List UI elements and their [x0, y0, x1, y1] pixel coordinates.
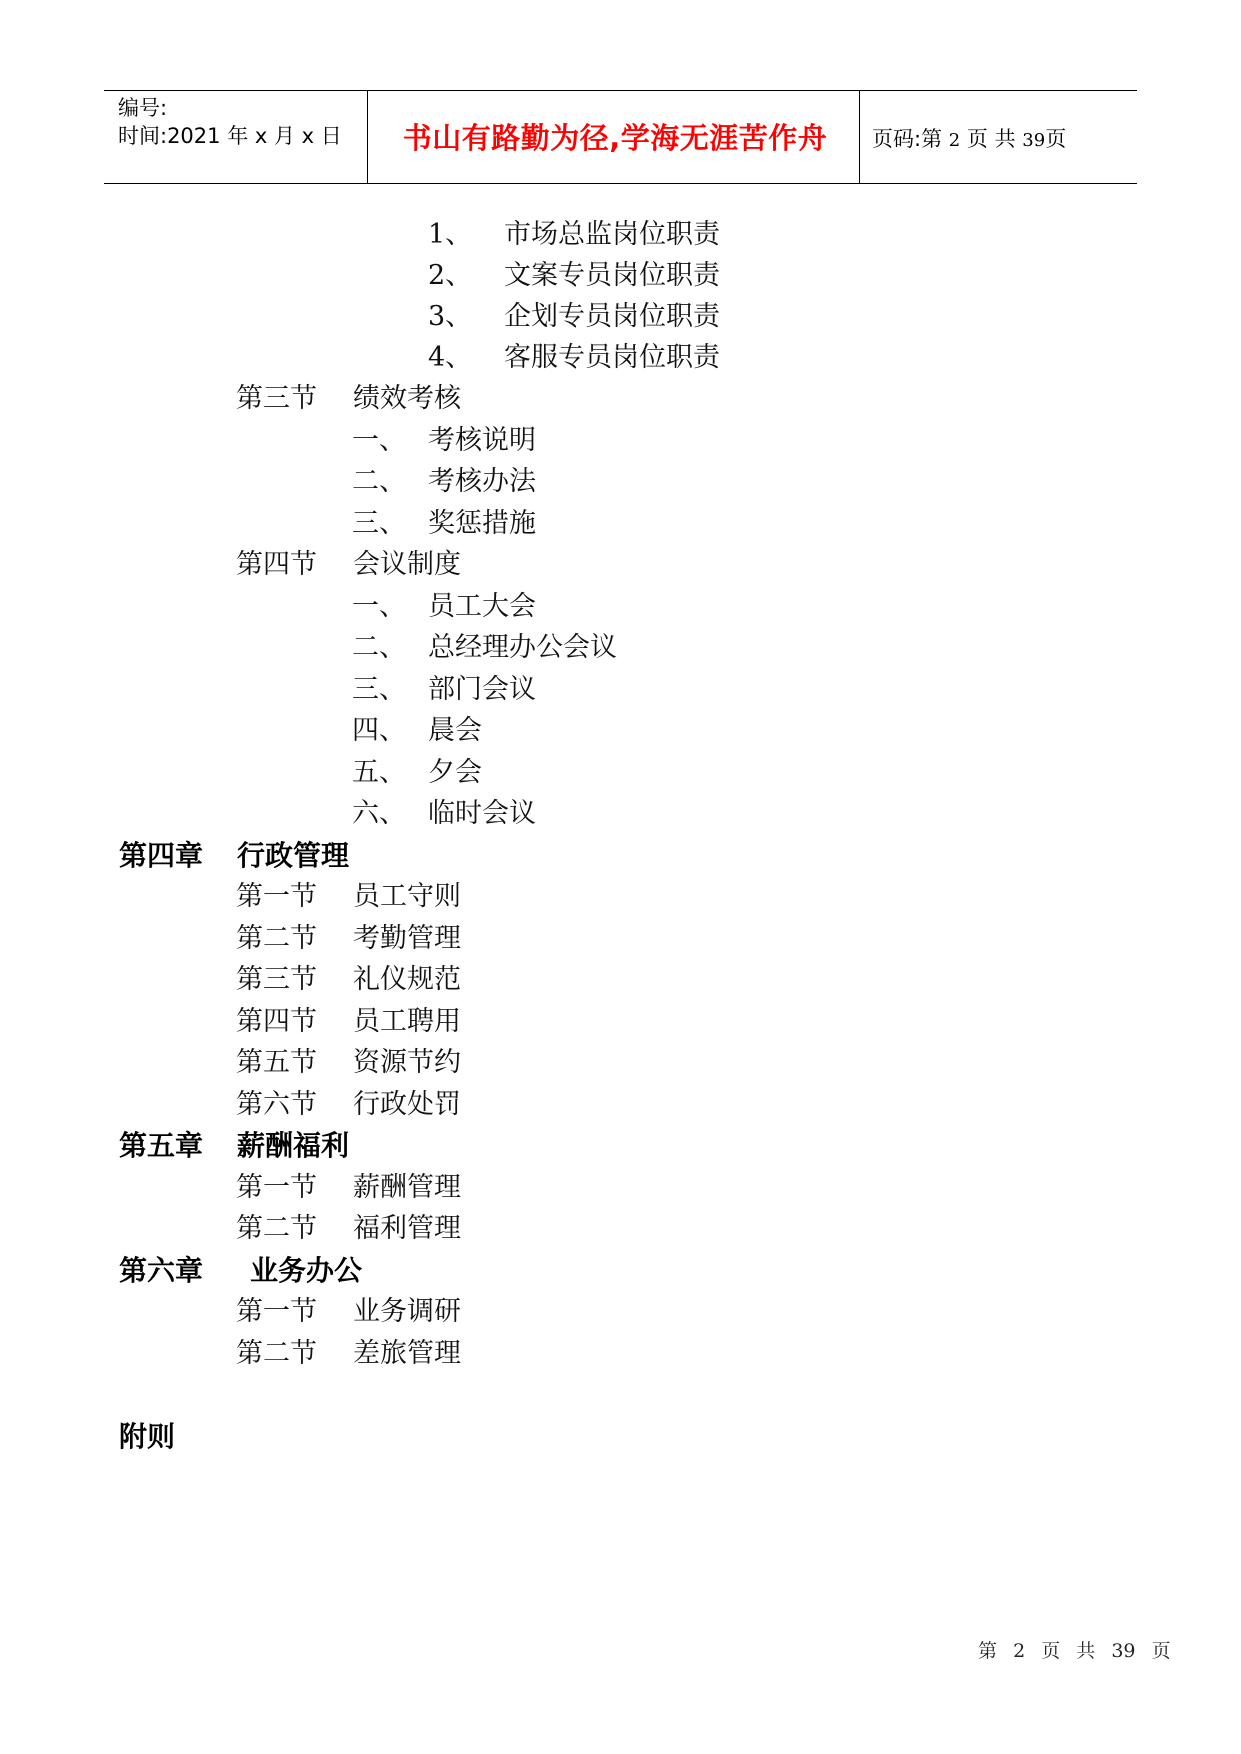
toc-chapter-title: 业务办公	[250, 1254, 363, 1287]
toc-item-title: 客服专员岗位职责	[504, 342, 720, 373]
page-total: 39	[1022, 130, 1046, 151]
toc-section-number: 第二节	[236, 1213, 317, 1244]
toc-section[interactable]	[236, 1005, 461, 1039]
toc-section[interactable]	[236, 963, 461, 997]
toc-section-title: 福利管理	[353, 1213, 461, 1244]
toc-section[interactable]	[236, 1337, 461, 1371]
toc-item-title: 市场总监岗位职责	[504, 219, 720, 250]
toc-section-title: 考勤管理	[353, 923, 461, 954]
toc-appendix-title: 附则	[119, 1420, 176, 1453]
footer-suffix: 页	[1151, 1640, 1171, 1662]
toc-section-title: 员工聘用	[353, 1006, 461, 1037]
toc-item-number: 2、	[428, 260, 473, 291]
footer-total: 39	[1111, 1640, 1136, 1662]
toc-section-number: 第五节	[236, 1047, 317, 1078]
toc-item-number: 四、	[352, 715, 406, 746]
toc-section-number: 第四节	[236, 549, 317, 580]
toc-section-title: 礼仪规范	[353, 964, 461, 995]
header-bottom-rule	[104, 183, 1137, 184]
toc-item[interactable]	[352, 424, 536, 458]
toc-section-number: 第三节	[236, 964, 317, 995]
toc-section[interactable]	[236, 1295, 461, 1329]
toc-item-number: 一、	[352, 591, 406, 622]
page-label-prefix: 页码:第	[872, 127, 943, 151]
toc-section[interactable]	[236, 1046, 461, 1080]
toc-item[interactable]	[428, 218, 720, 252]
toc-section-number: 第一节	[236, 881, 317, 912]
toc-item[interactable]	[428, 341, 720, 375]
toc-chapter-number: 第六章	[119, 1254, 204, 1287]
toc-section[interactable]	[236, 1171, 461, 1205]
toc-section-title: 资源节约	[353, 1047, 461, 1078]
toc-item[interactable]	[352, 465, 536, 499]
toc-item-title: 部门会议	[428, 674, 536, 705]
toc-section-title: 员工守则	[353, 881, 461, 912]
toc-item[interactable]	[352, 631, 617, 665]
toc-chapter-title: 行政管理	[237, 839, 350, 872]
toc-chapter[interactable]	[119, 1129, 349, 1163]
toc-item[interactable]	[352, 714, 482, 748]
toc-item-title: 企划专员岗位职责	[504, 301, 720, 332]
page-label-suffix: 页	[1045, 127, 1067, 151]
footer-prefix: 第	[978, 1640, 998, 1662]
toc-section-title: 薪酬管理	[353, 1172, 461, 1203]
toc-item[interactable]	[428, 259, 720, 293]
toc-item-number: 二、	[352, 632, 406, 663]
toc-item[interactable]	[352, 756, 482, 790]
toc-item-title: 夕会	[428, 757, 482, 788]
toc-item[interactable]	[352, 507, 536, 541]
toc-section-number: 第三节	[236, 383, 317, 414]
toc-item[interactable]	[352, 797, 536, 831]
page-label-mid: 页 共	[966, 127, 1016, 151]
toc-chapter-number: 第四章	[119, 839, 204, 872]
toc-section-title: 业务调研	[353, 1296, 461, 1327]
toc-item[interactable]	[352, 673, 536, 707]
toc-appendix[interactable]	[119, 1420, 175, 1454]
header-motto: 书山有路勤为径,学海无涯苦作舟	[402, 121, 828, 155]
page-current: 2	[948, 130, 961, 151]
toc-chapter[interactable]	[119, 839, 349, 873]
document-time-label: 时间:2021 年 x 月 x 日	[118, 124, 342, 148]
header-divider-left	[367, 90, 368, 184]
toc-section-number: 第一节	[236, 1172, 317, 1203]
toc-item[interactable]	[428, 300, 720, 334]
toc-item-number: 二、	[352, 466, 406, 497]
toc-chapter-title: 薪酬福利	[237, 1129, 350, 1162]
toc-section[interactable]	[236, 1212, 461, 1246]
footer-mid2: 共	[1076, 1640, 1096, 1662]
toc-section-number: 第四节	[236, 1006, 317, 1037]
toc-item-number: 六、	[352, 798, 406, 829]
toc-item[interactable]	[352, 590, 536, 624]
toc-section-number: 第六节	[236, 1089, 317, 1120]
toc-section-number: 第二节	[236, 1338, 317, 1369]
toc-item-title: 晨会	[428, 715, 482, 746]
toc-item-number: 3、	[428, 301, 473, 332]
header-meta	[118, 94, 342, 150]
toc-item-title: 文案专员岗位职责	[504, 260, 720, 291]
footer-page-number	[978, 1636, 1181, 1663]
toc-section[interactable]	[236, 382, 461, 416]
toc-item-number: 一、	[352, 425, 406, 456]
toc-section[interactable]	[236, 548, 461, 582]
toc-section-title: 行政处罚	[353, 1089, 461, 1120]
toc-item-title: 考核说明	[428, 425, 536, 456]
header-page-indicator	[872, 123, 1066, 153]
toc-item-number: 三、	[352, 674, 406, 705]
toc-item-title: 奖惩措施	[428, 508, 536, 539]
toc-item-number: 4、	[428, 342, 473, 373]
toc-section-title: 绩效考核	[353, 383, 461, 414]
toc-item-title: 临时会议	[428, 798, 536, 829]
toc-item-number: 1、	[428, 219, 473, 250]
toc-section-title: 差旅管理	[353, 1338, 461, 1369]
toc-item-title: 员工大会	[428, 591, 536, 622]
toc-item-title: 考核办法	[428, 466, 536, 497]
toc-section-number: 第二节	[236, 923, 317, 954]
toc-section[interactable]	[236, 922, 461, 956]
toc-item-number: 五、	[352, 757, 406, 788]
footer-mid1: 页	[1041, 1640, 1061, 1662]
toc-chapter-number: 第五章	[119, 1129, 204, 1162]
toc-section-number: 第一节	[236, 1296, 317, 1327]
toc-item-number: 三、	[352, 508, 406, 539]
toc-section[interactable]	[236, 1088, 461, 1122]
toc-section-title: 会议制度	[353, 549, 461, 580]
footer-current: 2	[1013, 1640, 1026, 1662]
document-number-label: 编号:	[118, 96, 168, 120]
header-top-rule	[104, 90, 1137, 91]
toc-chapter[interactable]	[119, 1254, 362, 1288]
toc-item-title: 总经理办公会议	[428, 632, 617, 663]
toc-section[interactable]	[236, 880, 461, 914]
